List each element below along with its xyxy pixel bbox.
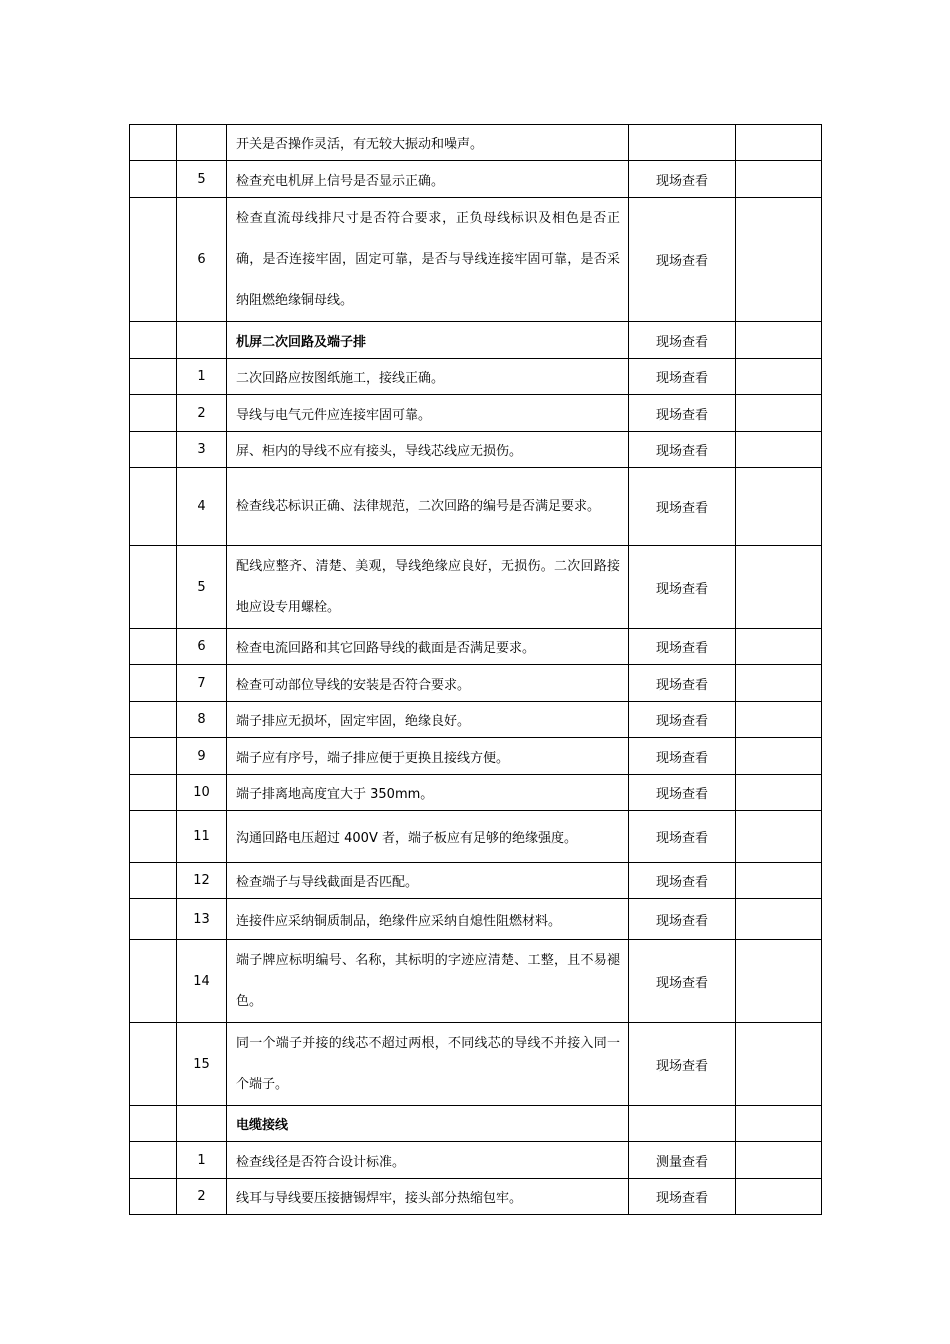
table-row	[130, 161, 822, 198]
section-title-cell: 机屏二次回路及端子排	[227, 322, 629, 359]
item-number-cell: 6	[177, 198, 227, 322]
category-cell	[130, 198, 177, 322]
table-row	[130, 863, 822, 899]
result-cell	[736, 811, 822, 863]
result-cell	[736, 899, 822, 940]
category-cell	[130, 1106, 177, 1142]
category-cell	[130, 775, 177, 811]
result-cell	[736, 1142, 822, 1179]
item-number-cell: 8	[177, 702, 227, 738]
table-row	[130, 468, 822, 546]
result-cell	[736, 775, 822, 811]
section-header-row	[130, 1106, 822, 1142]
inspection-content-cell: 检查直流母线排尺寸是否符合要求，正负母线标识及相色是否正确，是否连接牢固，固定可靠，是否与导线连接牢固可靠，是否采纳阻燃绝缘铜母线。	[227, 198, 629, 322]
table-row	[130, 1179, 822, 1215]
inspection-method-cell: 现场查看	[629, 395, 736, 432]
table-row	[130, 546, 822, 629]
item-number-cell: 1	[177, 1142, 227, 1179]
inspection-method-cell: 现场查看	[629, 546, 736, 629]
inspection-method-cell: 现场查看	[629, 775, 736, 811]
result-cell	[736, 940, 822, 1023]
result-cell	[736, 161, 822, 198]
inspection-content-cell: 沟通回路电压超过 400V 者，端子板应有足够的绝缘强度。	[227, 811, 629, 863]
category-cell	[130, 702, 177, 738]
inspection-method-cell: 现场查看	[629, 322, 736, 359]
category-cell	[130, 738, 177, 775]
item-number-cell: 5	[177, 546, 227, 629]
category-cell	[130, 546, 177, 629]
inspection-content-cell: 屏、柜内的导线不应有接头，导线芯线应无损伤。	[227, 432, 629, 468]
item-number-cell: 6	[177, 629, 227, 665]
result-cell	[736, 125, 822, 161]
result-cell	[736, 629, 822, 665]
item-number-cell: 13	[177, 899, 227, 940]
item-number-cell: 9	[177, 738, 227, 775]
checklist-body	[130, 125, 822, 1215]
category-cell	[130, 359, 177, 395]
category-cell	[130, 863, 177, 899]
inspection-method-cell: 现场查看	[629, 161, 736, 198]
item-number-cell: 14	[177, 940, 227, 1023]
inspection-content-cell: 导线与电气元件应连接牢固可靠。	[227, 395, 629, 432]
category-cell	[130, 1179, 177, 1215]
item-number-cell: 12	[177, 863, 227, 899]
result-cell	[736, 432, 822, 468]
category-cell	[130, 322, 177, 359]
item-number-cell: 3	[177, 432, 227, 468]
item-number-cell: 15	[177, 1023, 227, 1106]
table-row	[130, 940, 822, 1023]
table-row	[130, 432, 822, 468]
inspection-method-cell: 现场查看	[629, 1179, 736, 1215]
inspection-content-cell: 线耳与导线要压接搪锡焊牢，接头部分热缩包牢。	[227, 1179, 629, 1215]
inspection-method-cell: 现场查看	[629, 359, 736, 395]
inspection-method-cell	[629, 125, 736, 161]
item-number-cell	[177, 125, 227, 161]
inspection-method-cell	[629, 1106, 736, 1142]
result-cell	[736, 468, 822, 546]
category-cell	[130, 940, 177, 1023]
table-row	[130, 738, 822, 775]
inspection-content-cell: 端子排应无损坏，固定牢固，绝缘良好。	[227, 702, 629, 738]
inspection-method-cell: 现场查看	[629, 940, 736, 1023]
category-cell	[130, 899, 177, 940]
section-title-cell: 电缆接线	[227, 1106, 629, 1142]
item-number-cell: 1	[177, 359, 227, 395]
inspection-method-cell: 现场查看	[629, 198, 736, 322]
category-cell	[130, 1023, 177, 1106]
inspection-content-cell: 开关是否操作灵活，有无较大振动和噪声。	[227, 125, 629, 161]
result-cell	[736, 665, 822, 702]
category-cell	[130, 629, 177, 665]
result-cell	[736, 395, 822, 432]
inspection-content-cell: 端子应有序号，端子排应便于更换且接线方便。	[227, 738, 629, 775]
inspection-method-cell: 现场查看	[629, 702, 736, 738]
item-number-cell: 10	[177, 775, 227, 811]
item-number-cell: 4	[177, 468, 227, 546]
inspection-method-cell: 现场查看	[629, 863, 736, 899]
table-row	[130, 899, 822, 940]
table-row	[130, 665, 822, 702]
inspection-content-cell: 连接件应采纳铜质制品，绝缘件应采纳自熄性阻燃材料。	[227, 899, 629, 940]
inspection-content-cell: 检查可动部位导线的安装是否符合要求。	[227, 665, 629, 702]
result-cell	[736, 738, 822, 775]
inspection-method-cell: 现场查看	[629, 1023, 736, 1106]
inspection-content-cell: 检查线芯标识正确、法律规范，二次回路的编号是否满足要求。	[227, 468, 629, 546]
result-cell	[736, 863, 822, 899]
table-row	[130, 395, 822, 432]
inspection-content-cell: 同一个端子并接的线芯不超过两根，不同线芯的导线不并接入同一个端子。	[227, 1023, 629, 1106]
inspection-method-cell: 现场查看	[629, 432, 736, 468]
item-number-cell: 11	[177, 811, 227, 863]
category-cell	[130, 395, 177, 432]
inspection-content-cell: 二次回路应按图纸施工，接线正确。	[227, 359, 629, 395]
inspection-method-cell: 现场查看	[629, 665, 736, 702]
category-cell	[130, 125, 177, 161]
category-cell	[130, 468, 177, 546]
inspection-method-cell: 现场查看	[629, 738, 736, 775]
category-cell	[130, 665, 177, 702]
table-row	[130, 775, 822, 811]
table-row	[130, 811, 822, 863]
item-number-cell: 7	[177, 665, 227, 702]
inspection-content-cell: 检查线径是否符合设计标准。	[227, 1142, 629, 1179]
table-row	[130, 1142, 822, 1179]
table-row	[130, 702, 822, 738]
category-cell	[130, 811, 177, 863]
inspection-method-cell: 现场查看	[629, 468, 736, 546]
inspection-method-cell: 测量查看	[629, 1142, 736, 1179]
result-cell	[736, 1023, 822, 1106]
inspection-content-cell: 配线应整齐、清楚、美观，导线绝缘应良好，无损伤。二次回路接地应设专用螺栓。	[227, 546, 629, 629]
inspection-content-cell: 检查端子与导线截面是否匹配。	[227, 863, 629, 899]
inspection-content-cell: 检查充电机屏上信号是否显示正确。	[227, 161, 629, 198]
category-cell	[130, 161, 177, 198]
result-cell	[736, 198, 822, 322]
item-number-cell: 2	[177, 1179, 227, 1215]
inspection-content-cell: 端子排离地高度宜大于 350mm。	[227, 775, 629, 811]
item-number-cell	[177, 322, 227, 359]
table-row	[130, 1023, 822, 1106]
result-cell	[736, 702, 822, 738]
inspection-checklist-table	[129, 124, 822, 1215]
inspection-content-cell: 端子牌应标明编号、名称，其标明的字迹应清楚、工整，且不易褪色。	[227, 940, 629, 1023]
item-number-cell: 5	[177, 161, 227, 198]
table-row	[130, 629, 822, 665]
inspection-content-cell: 检查电流回路和其它回路导线的截面是否满足要求。	[227, 629, 629, 665]
table-row	[130, 125, 822, 161]
inspection-method-cell: 现场查看	[629, 811, 736, 863]
inspection-method-cell: 现场查看	[629, 629, 736, 665]
result-cell	[736, 359, 822, 395]
table-row	[130, 359, 822, 395]
result-cell	[736, 1106, 822, 1142]
table-row	[130, 198, 822, 322]
result-cell	[736, 546, 822, 629]
inspection-method-cell: 现场查看	[629, 899, 736, 940]
item-number-cell: 2	[177, 395, 227, 432]
category-cell	[130, 1142, 177, 1179]
result-cell	[736, 1179, 822, 1215]
section-header-row	[130, 322, 822, 359]
result-cell	[736, 322, 822, 359]
category-cell	[130, 432, 177, 468]
item-number-cell	[177, 1106, 227, 1142]
